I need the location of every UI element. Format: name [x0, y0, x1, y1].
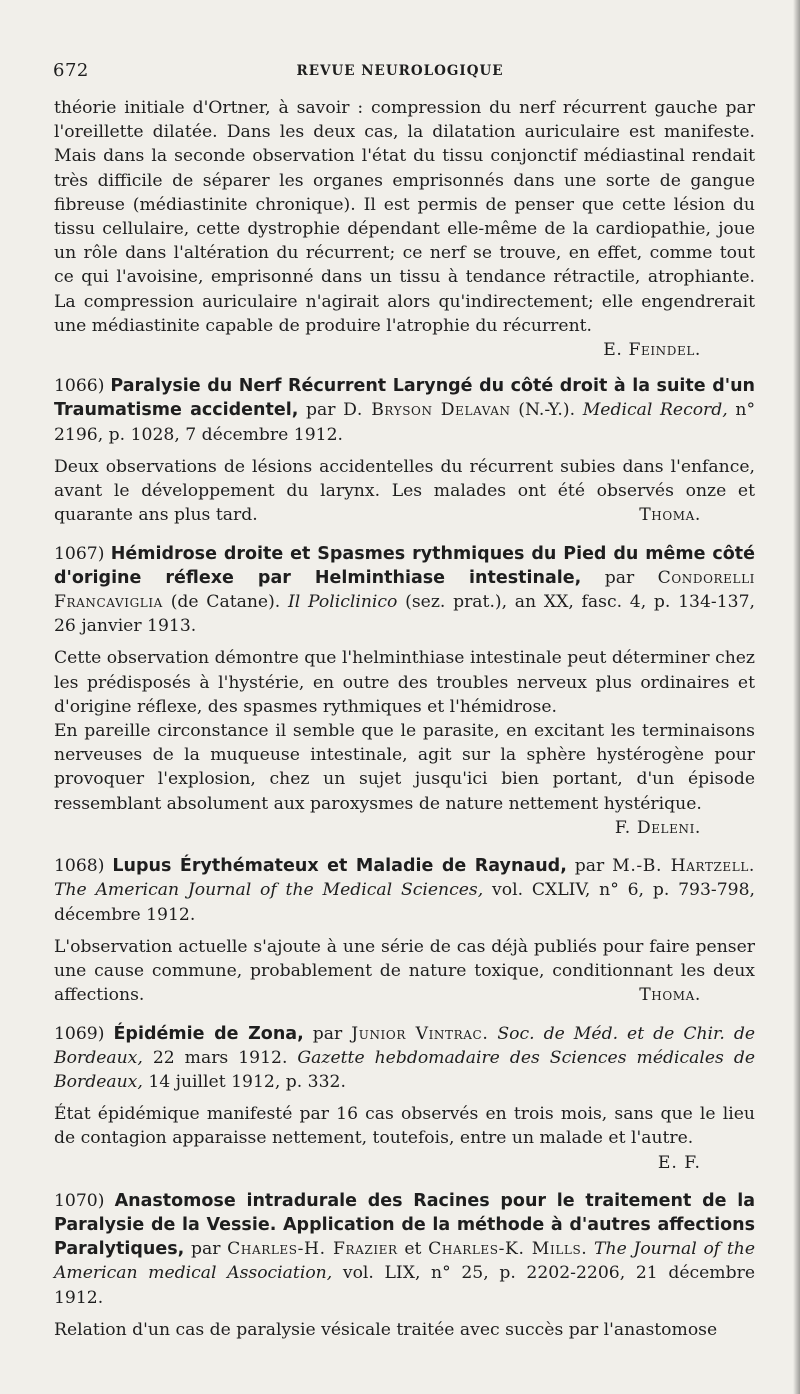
entry-title: Paralysie du Nerf Récurrent Laryngé du côté droit à la suite d'un Traumatisme accidentel,: [54, 376, 755, 421]
entry-author: Junior Vintrac.: [351, 1023, 489, 1044]
entry-journal: Il Policlinico: [288, 592, 398, 613]
entry-reference: n° 2196, p. 1028, 7 décembre 1912.: [54, 400, 756, 445]
entry-number: 1069): [54, 1023, 105, 1044]
entry-paragraph: Cette observation démontre que l'helminthiase intestinale peut déterminer chez les prédisposés à l'hystérie, en outre des troubles nerveux plus ordinaires et d'origine réflexe, des spasmes rythmiques et l'hémidrose.: [54, 648, 755, 717]
page-body: [54, 96, 755, 1342]
entry-paragraph: Deux observations de lésions accidentelles du récurrent subies dans l'enfance, avant le développement du larynx. Les malades ont été observés onze et quarante ans plus tard.: [54, 456, 755, 526]
signature: Thoma.: [639, 985, 701, 1006]
entry-journal: The American Journal of the Medical Sciences,: [54, 880, 484, 901]
signature: Thoma.: [639, 505, 701, 526]
entry-reference-2: 14 juillet 1912, p. 332.: [148, 1071, 346, 1092]
entry-author: Condorelli Francaviglia: [54, 567, 755, 613]
entry-heading: 1069) Épidémie de Zona, par Junior Vintrac. Soc. de Méd. et de Chir. de Bordeaux, 22 mars 1912. Gazette hebdomadaire des Sciences médicales de Bordeaux, 14 juillet 1912, p. 332.: [54, 1023, 756, 1092]
page-number: 672: [53, 60, 89, 81]
page-edge-shadow: [793, 0, 800, 1394]
entry-heading: 1068) Lupus Érythémateux et Maladie de Raynaud, par M.-B. Hartzell. The American Journal of the Medical Sciences, vol. CXLIV, n° 6, p. 793-798, décembre 1912.: [54, 856, 755, 925]
abstract-entry-1069: [54, 1022, 755, 1175]
entry-author: Charles-H. Frazier: [227, 1239, 398, 1260]
entry-title: Hémidrose droite et Spasmes rythmiques du Pied du même côté d'origine réflexe par Helminthiase intestinale,: [54, 543, 755, 588]
abstract-entry-1066: [54, 374, 755, 527]
signature: E. F.: [657, 1152, 701, 1173]
entry-journal: Medical Record,: [582, 400, 728, 421]
page-header: [50, 60, 750, 84]
entry-heading: 1066) Paralysie du Nerf Récurrent Laryngé du côté droit à la suite d'un Traumatisme accidentel, par D. Bryson Delavan (N.-Y.). Medical Record, n° 2196, p. 1028, 7 décembre 1912.: [54, 376, 756, 445]
abstract-entry-1067: [54, 542, 755, 840]
abstract-entry-1070: [54, 1189, 755, 1342]
entry-journal: Soc. de Méd. et de Chir. de Bordeaux,: [54, 1023, 756, 1068]
signature: E. Feindel.: [603, 340, 701, 361]
entry-paragraph: L'observation actuelle s'ajoute à une série de cas déjà publiés pour faire penser une cause commune, probablement de nature toxique, conditionnant les deux affections.: [54, 936, 755, 1006]
entry-reference: 22 mars 1912.: [152, 1047, 288, 1068]
entry-reference: (sez. prat.), an XX, fasc. 4, p. 134-137, 26 janvier 1913.: [54, 592, 755, 637]
entry-journal: The Journal of the American medical Association,: [54, 1239, 755, 1284]
entry-title: Anastomose intradurale des Racines pour le traitement de la Paralysie de la Vessie. Application de la méthode à d'autres affections Paralytiques,: [54, 1190, 755, 1260]
intro-paragraph: théorie initiale d'Ortner, à savoir : compression du nerf récurrent gauche par l'oreillette dilatée. Dans les deux cas, la dilatation auriculaire est manifeste. Mais dans la seconde observation l'état du tissu conjonctif médiastinal rendait très difficile de séparer les organes emprisonnés dans une sorte de gangue fibreuse (médiastinite chronique). Il est permis de penser que cette lésion du tissu cellulaire, cette dystrophie dépendant elle-même de la cardiopathie, joue un rôle dans l'altération du récurrent; ce nerf se trouve, en effet, comme tout ce qui l'avoisine, emprisonné dans un tissu à tendance rétractile, atrophiante. La compression auriculaire n'agirait alors qu'indirectement; elle engendrerait une médiastinite capable de produire l'atrophie du récurrent.: [54, 98, 755, 336]
signature: F. Deleni.: [614, 817, 701, 838]
entry-title: Lupus Érythémateux et Maladie de Raynaud,: [112, 856, 567, 877]
abstract-entry-1068: [54, 854, 755, 1007]
entry-paragraph: En pareille circonstance il semble que le parasite, en excitant les terminaisons nerveuses de la muqueuse intestinale, agit sur la sphère hystérogène pour provoquer l'explosion, chez un sujet jusqu'ici bien portant, d'un épisode ressemblant absolument aux paroxysmes de nature nettement hystérique.: [54, 721, 755, 814]
entry-reference: vol. LIX, n° 25, p. 2202-2206, 21 décembre 1912.: [54, 1263, 755, 1308]
entry-title: Épidémie de Zona,: [113, 1023, 304, 1044]
entry-number: 1067): [54, 543, 105, 564]
entry-heading: 1070) Anastomose intradurale des Racines pour le traitement de la Paralysie de la Vessie. Application de la méthode à d'autres affections Paralytiques, par Charles-H. Frazier et Charles-K. Mills. The Journal of the American medical Association, vol. LIX, n° 25, p. 2202-2206, 21 décembre 1912.: [54, 1190, 755, 1308]
entry-heading: 1067) Hémidrose droite et Spasmes rythmiques du Pied du même côté d'origine réflexe par Helminthiase intestinale, par Condorelli Francaviglia (de Catane). Il Policlinico (sez. prat.), an XX, fasc. 4, p. 134-137, 26 janvier 1913.: [54, 543, 755, 637]
entry-number: 1068): [54, 856, 105, 877]
entry-author-2: Charles-K. Mills.: [428, 1239, 588, 1260]
entry-number: 1070): [54, 1190, 105, 1211]
entry-author: M.-B. Hartzell.: [612, 856, 755, 877]
entry-author: D. Bryson Delavan: [343, 400, 511, 421]
running-title: REVUE NEUROLOGIQUE: [296, 63, 504, 79]
entry-reference: vol. CXLIV, n° 6, p. 793-798, décembre 1912.: [54, 880, 755, 925]
entry-number: 1066): [54, 376, 105, 397]
entry-journal-2: Gazette hebdomadaire des Sciences médicales de Bordeaux,: [54, 1047, 755, 1092]
entry-paragraph: Relation d'un cas de paralysie vésicale traitée avec succès par l'anastomose: [54, 1319, 718, 1340]
entry-paragraph: État épidémique manifesté par 16 cas observés en trois mois, sans que le lieu de contagion apparaisse nettement, toutefois, entre un malade et l'autre.: [54, 1104, 755, 1149]
